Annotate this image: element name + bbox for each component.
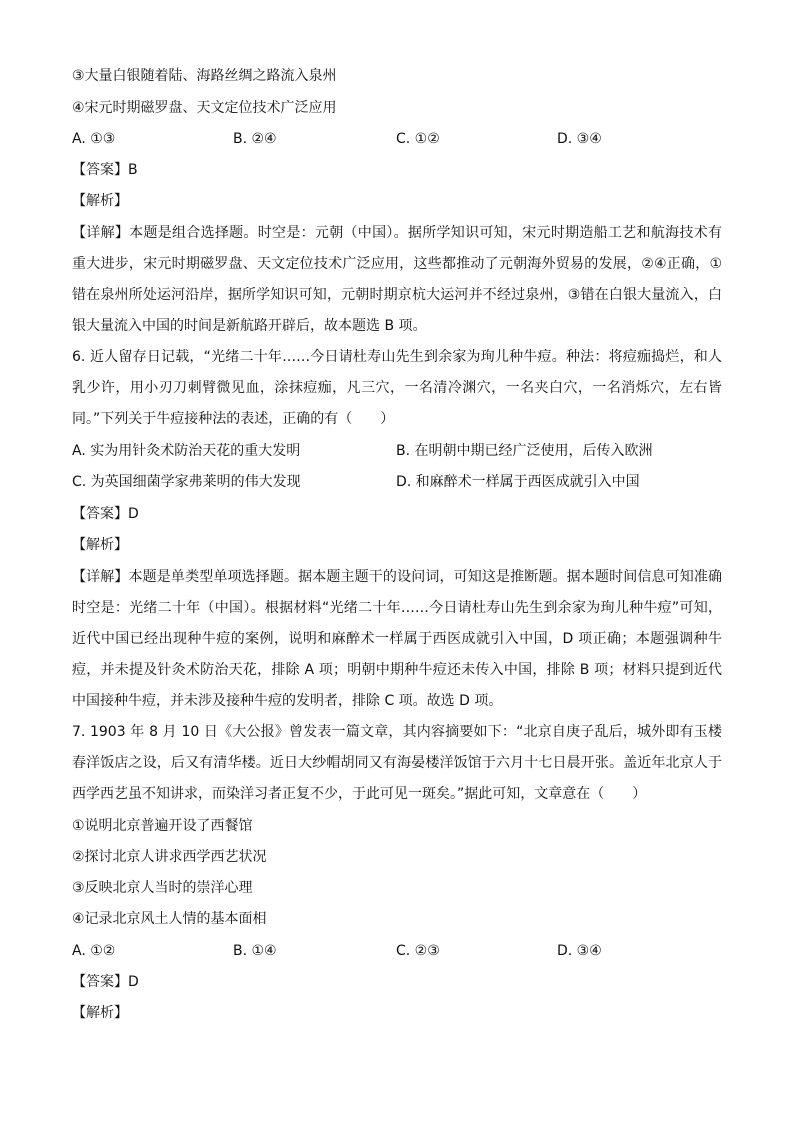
- q7-choice-d: D. ③④: [557, 943, 602, 959]
- q6-stem: 6. 近人留存日记载，“光绪二十年……今日请杜寿山先生到余家为珣儿种牛痘。种法：将痘痂捣烂，和人乳少许，用小刃刀刺臂微见血，涂抹痘痂，凡三穴，一名清冷渊穴，一名夹白穴，一名消烁穴，左右皆同。”下列关于牛痘接种法的表述，正确的有（ ）: [72, 349, 722, 427]
- q6-analysis-label: 【解析】: [72, 537, 128, 553]
- q5-choice-d: D. ③④: [557, 131, 602, 147]
- q5-analysis-label: 【解析】: [72, 193, 128, 209]
- q6-detail: 【详解】本题是单类型单项选择题。据本题主题干的设问词，可知这是推断题。据本题时间信息可知准确时空是：光绪二十年（中国）。根据材料“光绪二十年……今日请杜寿山先生到余家为珣儿种牛痘”可知，近代中国已经出现种牛痘的案例，说明和麻醉术一样属于西医成就引入中国，D 项正确；本题强调种牛痘，并未提及针灸术防治天花，排除 A 项；明朝中期种牛痘还未传入中国，排除 B 项；材料只提到近代中国接种牛痘，并未涉及接种牛痘的发明者，排除 C 项。故选 D 项。: [72, 569, 722, 709]
- q7-option-4: ④记录北京风土人情的基本面相: [72, 911, 267, 927]
- q7-stem: 7. 1903 年 8 月 10 日《大公报》曾发表一篇文章，其内容摘要如下：“北京自庚子乱后，城外即有玉楼春洋饭店之设，后又有清华楼。近日大纱帽胡同又有海晏楼洋饭馆于六月十七日晨开张。盖近年北京人于西学西艺虽不知讲求，而染洋习者正复不少，于此可见一斑矣。”据此可知，文章意在（ ）: [72, 724, 722, 802]
- q7-option-2: ②探讨北京人讲求西学西艺状况: [72, 849, 267, 865]
- q6-choice-c: C. 为英国细菌学家弗莱明的伟大发现: [72, 474, 301, 490]
- q7-choice-b: B. ①④: [233, 943, 277, 959]
- q7-analysis-label: 【解析】: [72, 1005, 128, 1021]
- q5-choice-b: B. ②④: [233, 131, 277, 147]
- q7-answer: 【答案】D: [72, 974, 139, 990]
- q6-answer: 【答案】D: [72, 506, 139, 522]
- q5-option-3: ③大量白银随着陆、海路丝绸之路流入泉州: [72, 68, 337, 84]
- q5-choice-c: C. ①②: [396, 131, 440, 147]
- q7-option-1: ①说明北京普遍开设了西餐馆: [72, 818, 253, 834]
- q5-choice-a: A. ①③: [72, 131, 116, 147]
- q6-choice-d: D. 和麻醉术一样属于西医成就引入中国: [396, 474, 640, 490]
- q6-choice-b: B. 在明朝中期已经广泛使用，后传入欧洲: [396, 443, 653, 459]
- q6-choice-a: A. 实为用针灸术防治天花的重大发明: [72, 443, 301, 459]
- q5-option-4: ④宋元时期磁罗盘、天文定位技术广泛应用: [72, 100, 337, 116]
- q5-answer: 【答案】B: [72, 162, 138, 178]
- q5-detail: 【详解】本题是组合选择题。时空是：元朝（中国）。据所学知识可知，宋元时期造船工艺和航海技术有重大进步，宋元时期磁罗盘、天文定位技术广泛应用，这些都推动了元朝海外贸易的发展，②④正确，①错在泉州所处运河沿岸，据所学知识可知，元朝时期京杭大运河并不经过泉州，③错在白银大量流入，白银大量流入中国的时间是新航路开辟后，故本题选 B 项。: [72, 225, 722, 334]
- q7-option-3: ③反映北京人当时的崇洋心理: [72, 880, 253, 896]
- q7-choice-a: A. ①②: [72, 943, 116, 959]
- q7-choice-c: C. ②③: [396, 943, 440, 959]
